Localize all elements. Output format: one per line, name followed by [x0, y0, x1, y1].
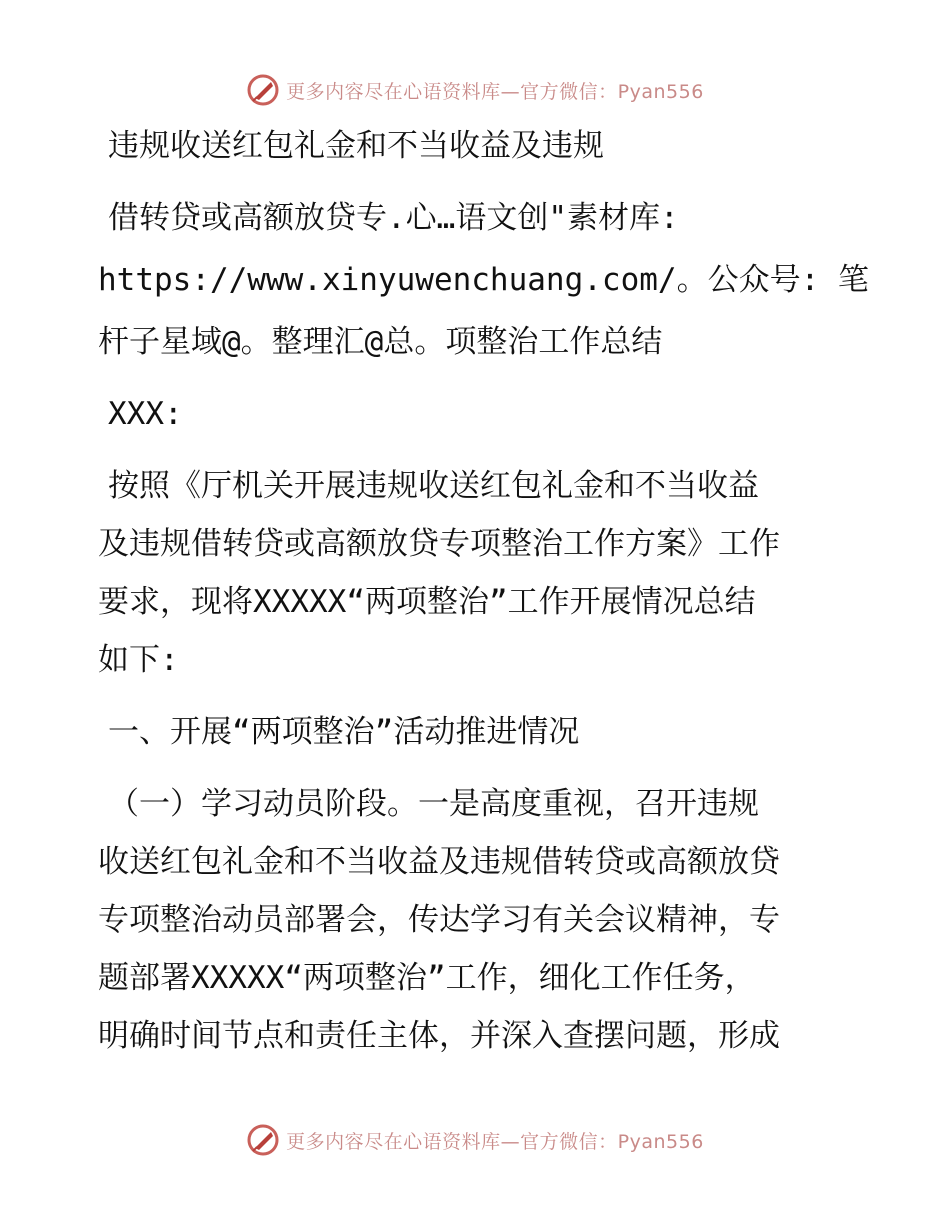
para1-line-2: 收送红包礼金和不当收益及违规借转贷或高额放贷 [98, 844, 780, 880]
salutation: XXX: [108, 396, 183, 432]
intro-line-3: 要求，现将XXXXX“两项整治”工作开展情况总结 [98, 584, 756, 620]
watermark-text [286, 1127, 704, 1154]
watermark-contact: 官方微信：Pyan556 [520, 1130, 704, 1153]
title-line-1: 违规收送红包礼金和不当收益及违规 [108, 128, 604, 164]
footer-watermark [0, 1120, 950, 1160]
watermark-brand: 更多内容尽在心语资料库 [286, 1130, 501, 1153]
watermark-dash: — [500, 80, 521, 103]
intro-line-4: 如下: [98, 642, 179, 678]
document-body [98, 122, 869, 1060]
watermark-dash: — [500, 1130, 521, 1153]
watermark-contact: 官方微信：Pyan556 [520, 80, 704, 103]
para1-line-5: 明确时间节点和责任主体，并深入查摆问题，形成 [98, 1018, 780, 1054]
title-line-4: 杆子星域@。整理汇@总。项整治工作总结 [98, 324, 663, 360]
para1-line-4: 题部署XXXXX“两项整治”工作，细化工作任务， [98, 960, 756, 996]
intro-line-2: 及违规借转贷或高额放贷专项整治工作方案》工作 [98, 526, 780, 562]
title-line-2: 借转贷或高额放贷专.心…语文创"素材库: [108, 200, 679, 236]
title-line-3: https://www.xinyuwenchuang.com/。公众号: 笔 [98, 262, 869, 298]
intro-line-1: 按照《厅机关开展违规收送红包礼金和不当收益 [108, 468, 759, 504]
section-heading: 一、开展“两项整治”活动推进情况 [108, 714, 580, 750]
para1-line-1: （一）学习动员阶段。一是高度重视，召开违规 [108, 786, 759, 822]
quill-logo-icon [246, 1123, 280, 1157]
watermark-text [286, 77, 704, 104]
para1-line-3: 专项整治动员部署会，传达学习有关会议精神，专 [98, 902, 780, 938]
header-watermark [0, 70, 950, 110]
quill-logo-icon [246, 73, 280, 107]
watermark-brand: 更多内容尽在心语资料库 [286, 80, 501, 103]
